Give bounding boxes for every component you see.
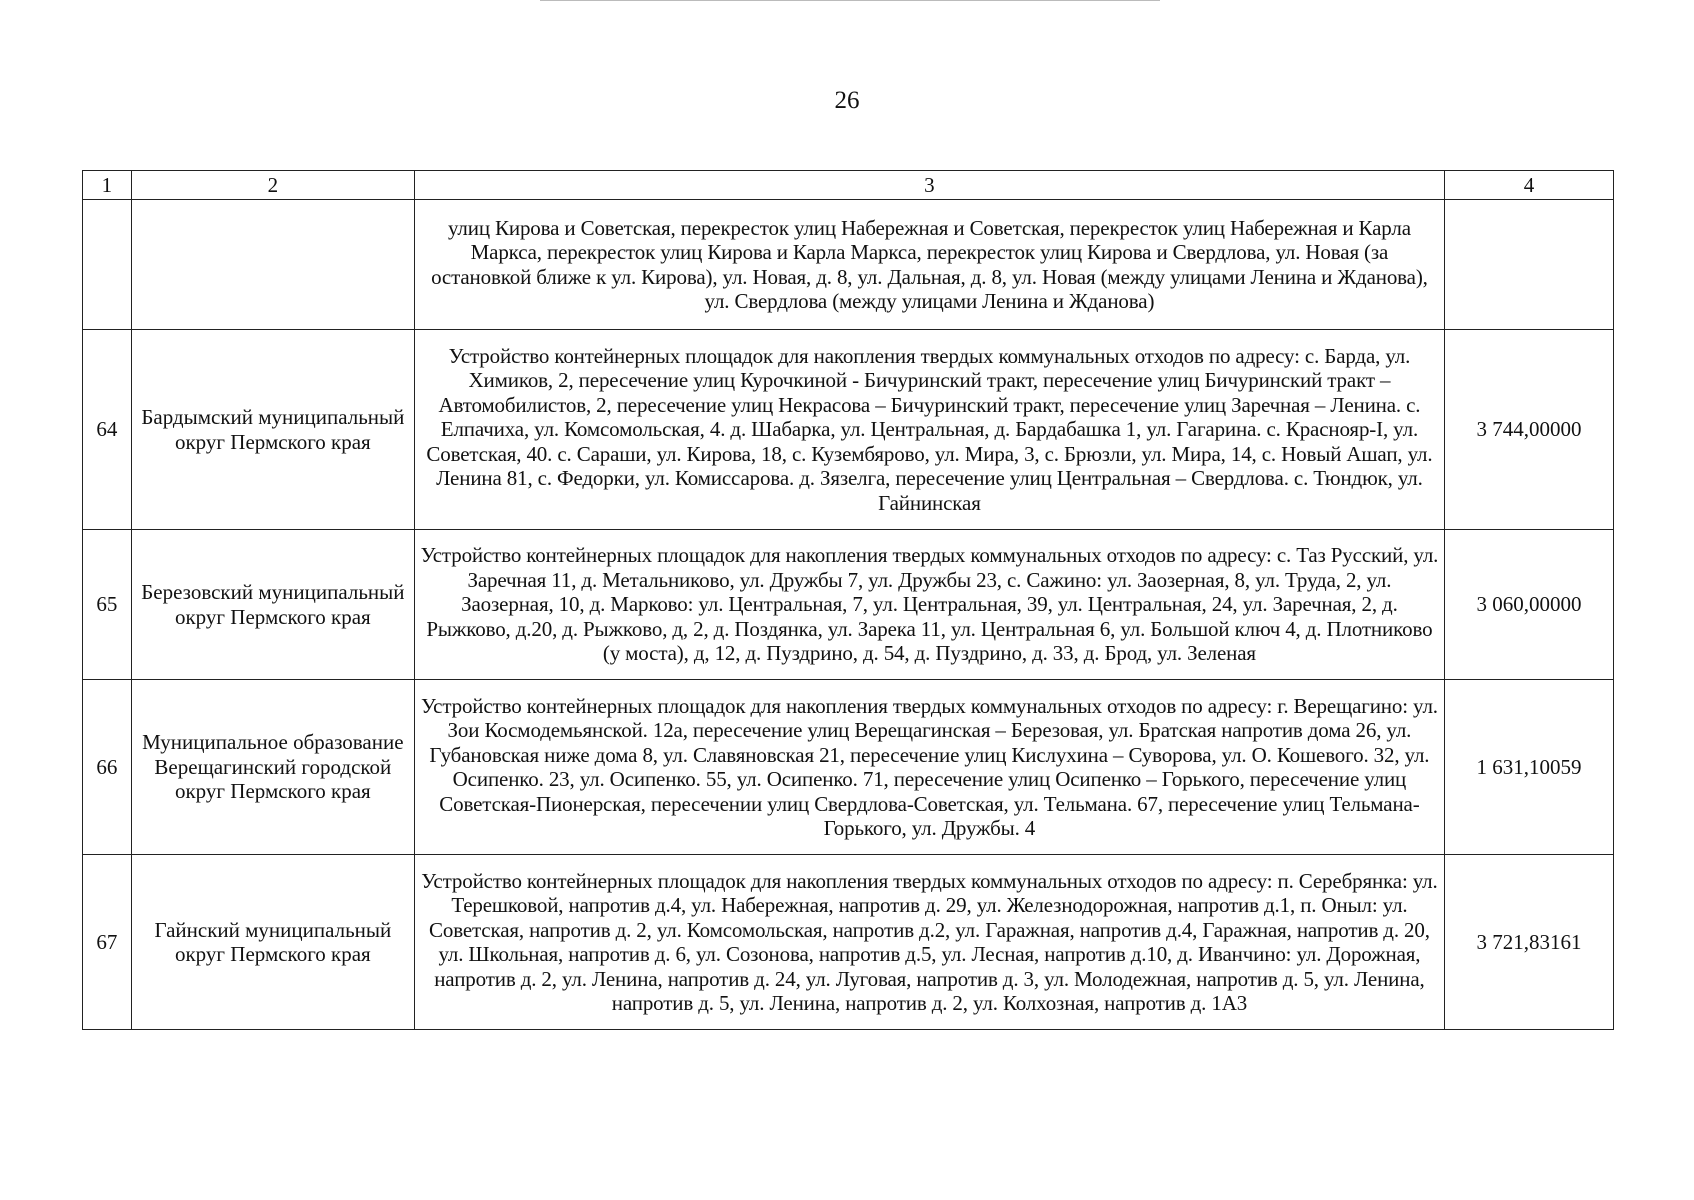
row-number: 64 (83, 330, 132, 530)
row-description: улиц Кирова и Советская, перекресток улиц Набережная и Советская, перекресток улиц Набережная и Карла Маркса, перекресток улиц Кирова и Карла Маркса, перекресток улиц Кирова и Свердлова, ул. Новая (за остановкой ближе к ул. Кирова), ул. Новая, д. 8, ул. Дальная, д. 8, ул. Новая (между улицами Ленина и Жданова), ул. Свердлова (между улицами Ленина и Жданова) (414, 200, 1444, 330)
row-amount (1445, 200, 1614, 330)
row-description: Устройство контейнерных площадок для накопления твердых коммунальных отходов по адресу: п. Серебрянка: ул. Терешковой, напротив д.4, ул. Набережная, напротив д. 29, ул. Железнодорожная, напротив д.1, п. Оныл: ул. Советская, напротив д. 2, ул. Комсомольская, напротив д.2, ул. Гаражная, напротив д.4, Гаражная, напротив д. 20, ул. Школьная, напротив д. 6, ул. Созонова, напротив д.5, ул. Лесная, напротив д.10, д. Иванчино: ул. Дорожная, напротив д. 2, ул. Ленина, напротив д. 24, ул. Луговая, напротив д. 3, ул. Молодежная, напротив д. 5, ул. Ленина, напротив д. 5, ул. Ленина, напротив д. 2, ул. Колхозная, напротив д. 1А3 (414, 855, 1444, 1030)
row-number (83, 200, 132, 330)
row-number: 65 (83, 530, 132, 680)
row-amount: 3 060,00000 (1445, 530, 1614, 680)
row-description: Устройство контейнерных площадок для накопления твердых коммунальных отходов по адресу: г. Верещагино: ул. Зои Космодемьянской. 12а, пересечение улиц Верещагинская – Березовая, ул. Братская напротив дома 26, ул. Губановская ниже дома 8, ул. Славяновская 21, пересечение улиц Кислухина – Суворова, ул. О. Кошевого. 32, ул. Осипенко. 23, ул. Осипенко. 55, ул. Осипенко. 71, пересечение улиц Осипенко – Горького, пересечение улиц Советская-Пионерская, пересечении улиц Свердлова-Советская, ул. Тельмана. 67, пересечение улиц Тельмана- Горького, ул. Дружбы. 4 (414, 680, 1444, 855)
district-name (131, 200, 414, 330)
district-name: Бардымский муниципальный округ Пермского края (131, 330, 414, 530)
table-row (83, 530, 1614, 680)
table-row (83, 855, 1614, 1030)
table-header-row (83, 171, 1614, 200)
column-header: 1 (83, 171, 132, 200)
row-description: Устройство контейнерных площадок для накопления твердых коммунальных отходов по адресу: с. Таз Русский, ул. Заречная 11, д. Метальниково, ул. Дружбы 7, ул. Дружбы 23, с. Сажино: ул. Заозерная, 8, ул. Труда, 2, ул. Заозерная, 10, д. Марково: ул. Центральная, 7, ул. Центральная, 39, ул. Центральная, 24, ул. Заречная, 2, д. Рыжково, д.20, д. Рыжково, д, 2, д. Поздянка, ул. Зарека 11, ул. Центральная 6, ул. Большой ключ 4, д. Плотниково (у моста), д, 12, д. Пуздрино, д. 54, д. Пуздрино, д. 33, д. Брод, ул. Зеленая (414, 530, 1444, 680)
row-amount: 1 631,10059 (1445, 680, 1614, 855)
scan-edge-line (540, 0, 1160, 1)
row-amount: 3 721,83161 (1445, 855, 1614, 1030)
column-header: 2 (131, 171, 414, 200)
page-number: 26 (834, 87, 860, 114)
table-row (83, 680, 1614, 855)
row-number: 66 (83, 680, 132, 855)
row-description: Устройство контейнерных площадок для накопления твердых коммунальных отходов по адресу: с. Барда, ул. Химиков, 2, пересечение улиц Курочкиной - Бичуринский тракт, пересечение улиц Бичуринский тракт – Автомобилистов, 2, пересечение улиц Некрасова – Бичуринский тракт, пересечение улиц Заречная – Ленина. с. Елпачиха, ул. Комсомольская, 4. д. Шабарка, ул. Центральная, д. Бардабашка 1, ул. Гагарина. с. Краснояр-I, ул. Советская, 40. с. Сараши, ул. Кирова, 18, с. Кузембярово, ул. Мира, 3, с. Брюзли, ул. Мира, 14, с. Новый Ашап, ул. Ленина 81, с. Федорки, ул. Комиссарова. д. Зязелга, пересечение улиц Центральная – Свердлова. с. Тюндюк, ул. Гайнинская (414, 330, 1444, 530)
column-header: 3 (414, 171, 1444, 200)
table-row (83, 330, 1614, 530)
district-name: Муниципальное образование Верещагинский городской округ Пермского края (131, 680, 414, 855)
data-table (82, 170, 1614, 1030)
row-number: 67 (83, 855, 132, 1030)
district-name: Гайнский муниципальный округ Пермского края (131, 855, 414, 1030)
table-row (83, 200, 1614, 330)
column-header: 4 (1445, 171, 1614, 200)
district-name: Березовский муниципальный округ Пермского края (131, 530, 414, 680)
row-amount: 3 744,00000 (1445, 330, 1614, 530)
